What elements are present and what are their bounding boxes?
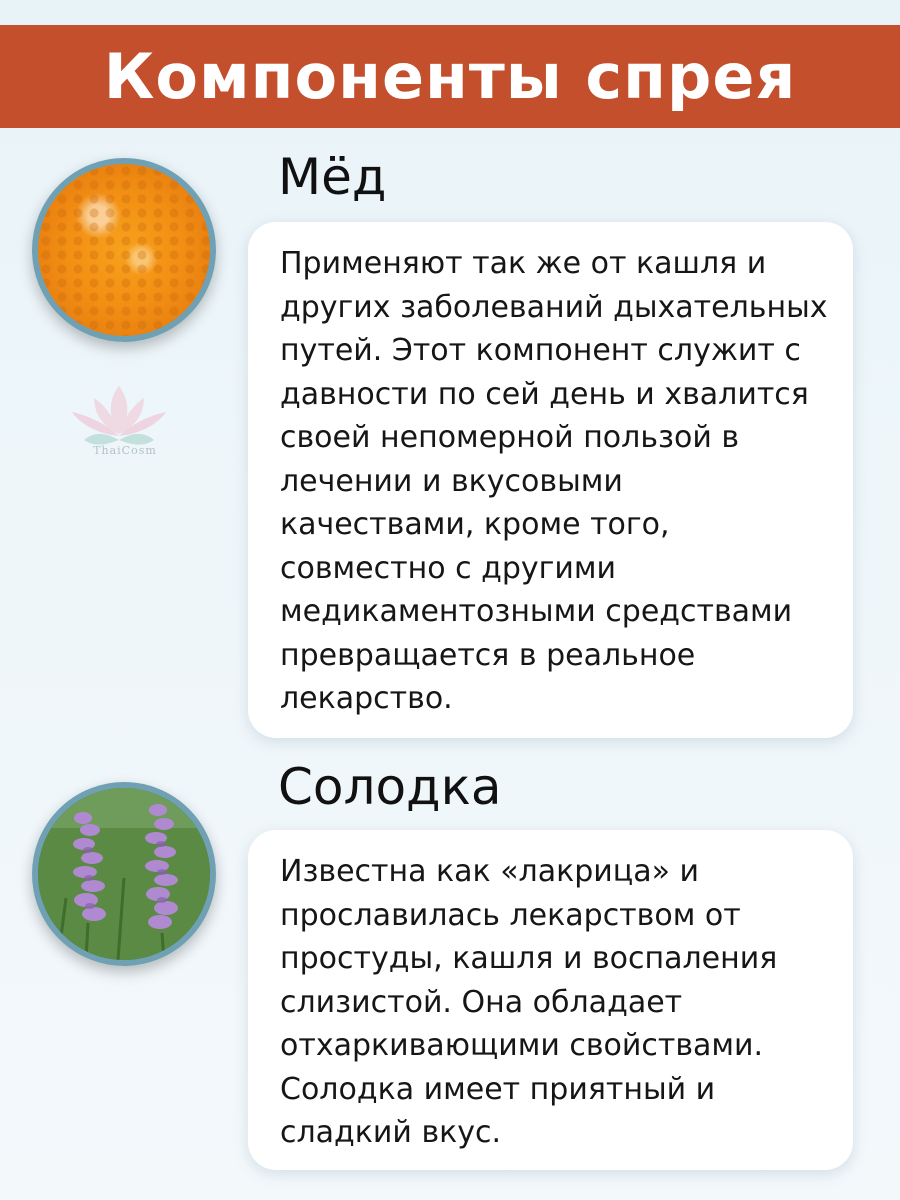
section-title-licorice: Солодка (278, 758, 502, 816)
honey-description: Применяют так же от кашля и других заболеваний дыхательных путей. Этот компонент служит с давности по сей день и хвалится своей непомерной пользой в лечении и вкусовыми качествами, кроме того, совместно с другими медикаментозными средствами превращается в реальное лекарство. (280, 246, 828, 716)
watermark-text: ThaiCosm (93, 444, 157, 457)
honey-photo (32, 158, 216, 342)
honeycomb-texture (38, 164, 210, 336)
page-title: Компоненты спрея (103, 40, 797, 113)
licorice-photo (32, 782, 216, 966)
header-banner (0, 25, 900, 128)
licorice-description-card (248, 830, 853, 1170)
honey-description-card (248, 222, 853, 738)
licorice-description: Известна как «лакрица» и прославилась лекарством от простуды, кашля и воспаления слизистой. Она обладает отхаркивающими свойствами. Солодка имеет приятный и сладкий вкус. (280, 854, 778, 1150)
licorice-flowers-icon (38, 788, 210, 960)
section-title-honey: Мёд (278, 148, 387, 206)
